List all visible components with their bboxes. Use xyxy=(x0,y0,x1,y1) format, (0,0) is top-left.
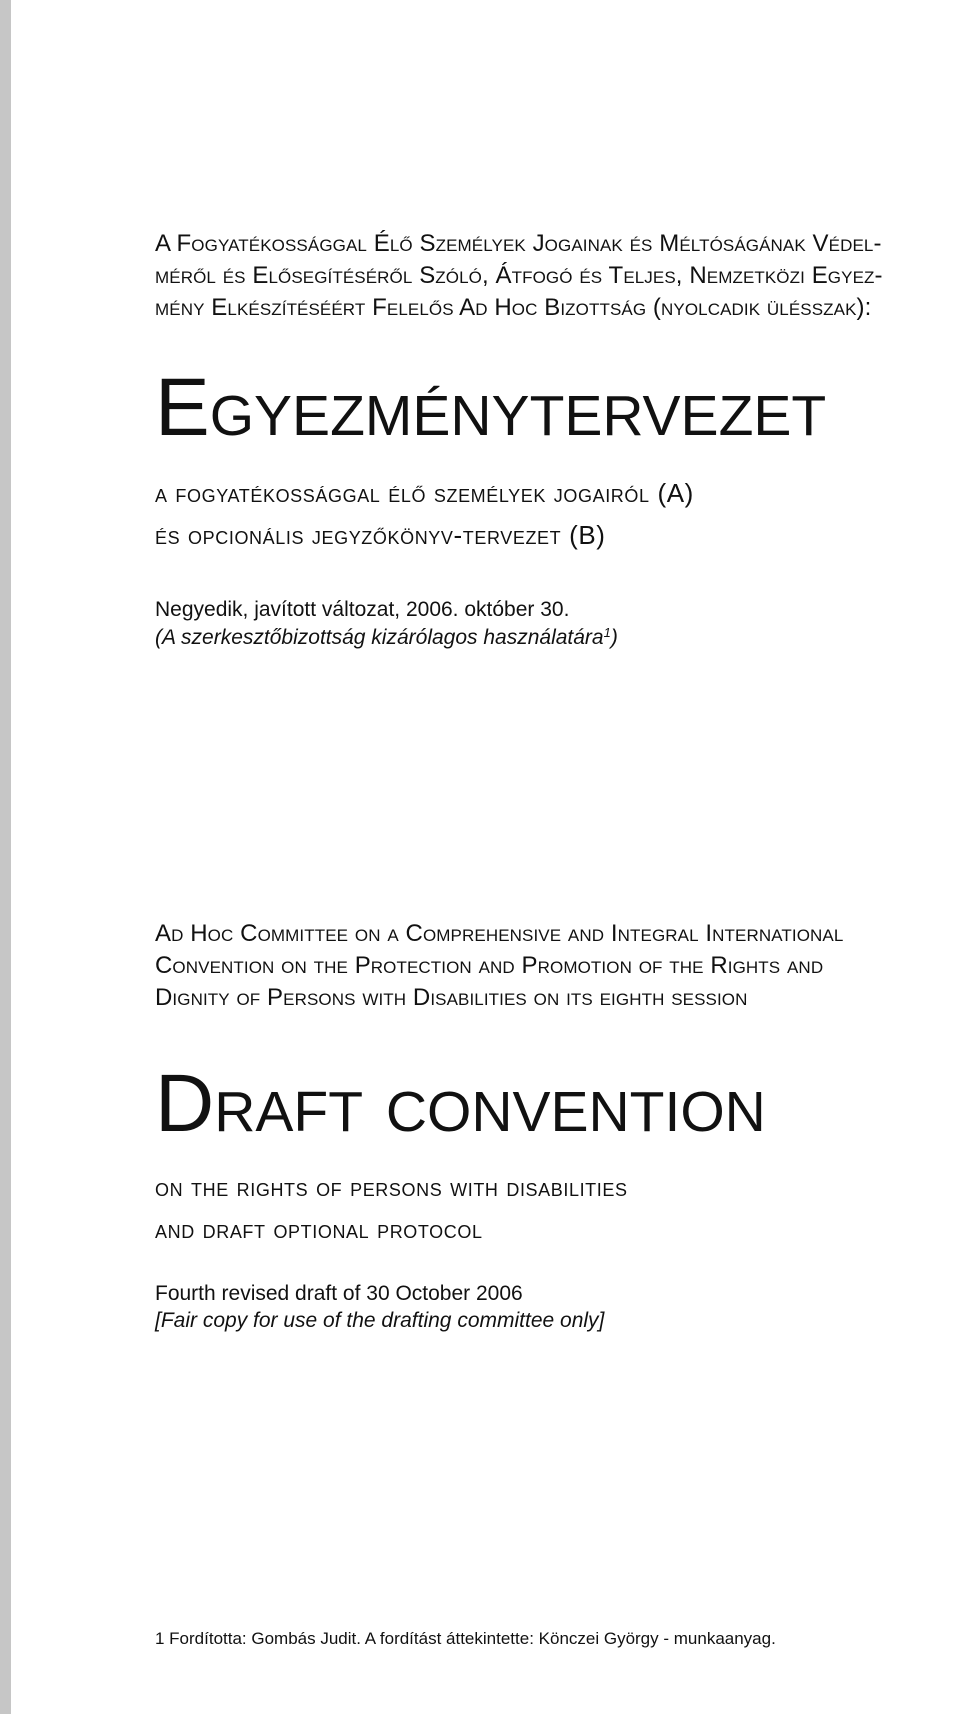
en-title: Draft convention xyxy=(155,1058,766,1149)
en-intro-line-1: Ad Hoc Committee on a Comprehensive and Integral International xyxy=(155,920,844,947)
hu-intro-line-2: méről és Elősegítéséről Szóló, Átfogó és Teljes, Nemzetközi Egyez- xyxy=(155,262,883,289)
hu-date-line: Negyedik, javított változat, 2006. október 30. xyxy=(155,598,570,621)
en-subtitle-line-2: and draft optional protocol xyxy=(155,1214,483,1244)
hu-note-close: ) xyxy=(610,626,618,649)
hu-subtitle-line-1: a fogyatékossággal élő személyek jogairól (A) xyxy=(155,478,694,508)
en-intro-line-3: Dignity of Persons with Disabilities on its eighth session xyxy=(155,984,748,1011)
hu-intro-line-1: A Fogyatékossággal Élő Személyek Jogainak és Méltóságának Védel- xyxy=(155,230,882,257)
en-intro-line-2: Convention on the Protection and Promotion of the Rights and xyxy=(155,952,824,979)
document-page xyxy=(155,0,955,1714)
en-subtitle xyxy=(155,1166,628,1250)
en-intro xyxy=(155,918,843,1014)
footnote-marker[interactable]: 1 xyxy=(603,625,611,640)
hu-intro-line-3: mény Elkészítéséért Felelős Ad Hoc Bizottság (nyolcadik ülésszak): xyxy=(155,294,872,321)
hu-subtitle xyxy=(155,472,694,556)
hu-editorial-note xyxy=(155,624,618,652)
hu-subtitle-line-2: és opcionális jegyzőkönyv-tervezet (B) xyxy=(155,520,606,550)
en-date-line: Fourth revised draft of 30 October 2006 xyxy=(155,1282,523,1305)
page-edge-bar xyxy=(0,0,11,1714)
en-editorial-note: [Fair copy for use of the drafting committee only] xyxy=(155,1309,605,1332)
hu-title: Egyezménytervezet xyxy=(155,362,827,453)
footnote: 1 Fordította: Gombás Judit. A fordítást áttekintette: Könczei György - munkaanyag. xyxy=(155,1629,776,1648)
en-subtitle-line-1: on the rights of persons with disabilities xyxy=(155,1172,628,1202)
hu-note-text: (A szerkesztőbizottság kizárólagos használatára xyxy=(155,626,604,649)
hu-intro xyxy=(155,228,883,324)
